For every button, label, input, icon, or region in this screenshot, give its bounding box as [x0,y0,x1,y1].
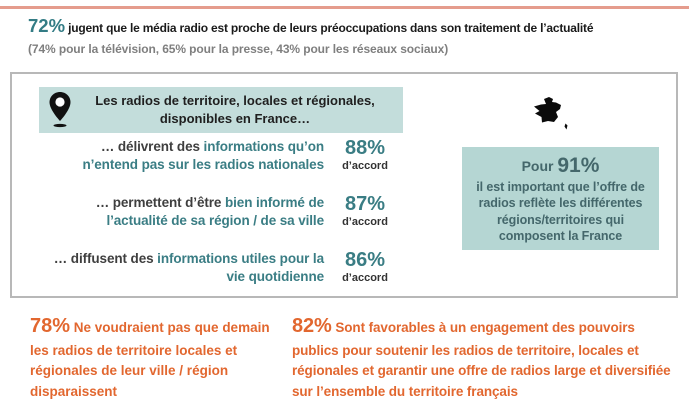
callout-text: il est important que l’offre de radios reflète les différentes régions/territoires qui composent la France [476,180,645,243]
headline-text: jugent que le média radio est proche de leurs préoccupations dans son traitement de l’actualité [65,21,594,35]
statement-percent-label: d’accord [342,216,388,229]
statement-prefix: … diffusent des [53,251,158,267]
headline-subtext: (74% pour la télévision, 65% pour la presse, 43% pour les réseaux sociaux) [28,42,449,56]
importance-callout [462,147,659,250]
banner-title-line1: Les radios de territoire, locales et régionales, [95,93,375,109]
statement-highlight: bien informé de l’actualité de sa région / de sa ville [106,195,324,228]
statement-percent: 86% [344,249,386,272]
footer-stat-right [292,311,684,402]
banner-title [81,92,403,127]
callout-stat: 91% [557,154,600,177]
statement-row [42,250,414,285]
panel-banner [39,87,403,133]
statement-value [324,250,406,284]
headline-stat: 72% [28,15,66,36]
statement-highlight: informations qu’on n’entend pas sur les radios nationales [82,139,324,172]
footer-left-text: Ne voudraient pas que demain les radios de territoire locales et régionales de leur ville / région disparaissent [30,320,270,399]
statement-highlight: informations utiles pour la vie quotidienne [157,251,324,284]
footer-stat-left [30,311,273,402]
statement-prefix: … délivrent des [100,139,204,154]
survey-panel [10,72,678,298]
statement-row [42,194,414,229]
statement-text [42,250,324,285]
statement-percent: 88% [344,137,386,159]
footer-right-percent: 82% [292,315,332,337]
footer-left-percent: 78% [30,315,71,337]
footer-right-text: Sont favorables à un engagement des pouvoirs publics pour soutenir les radios de territoire, locales et régionales et garantir une offre de radios large et diversifiée sur l’ensemble du territoire français [292,320,671,399]
statement-prefix: … permettent d’être [95,195,225,211]
statement-rows [42,138,414,306]
headline [28,15,593,37]
banner-title-line2: disponibles en France… [159,111,311,126]
statement-row [42,138,414,173]
callout-intro: Pour [521,158,558,174]
statement-text [42,138,324,173]
map-pin-icon [39,90,81,130]
callout-headline [462,154,659,178]
statement-value [324,194,406,228]
top-accent-rule [0,6,689,9]
statement-value [324,138,406,172]
statement-percent: 87% [344,193,386,216]
statement-percent-label: d’accord [342,272,388,285]
statement-percent-label: d’accord [342,160,388,172]
statement-text [42,194,324,229]
france-map-icon [532,96,572,141]
